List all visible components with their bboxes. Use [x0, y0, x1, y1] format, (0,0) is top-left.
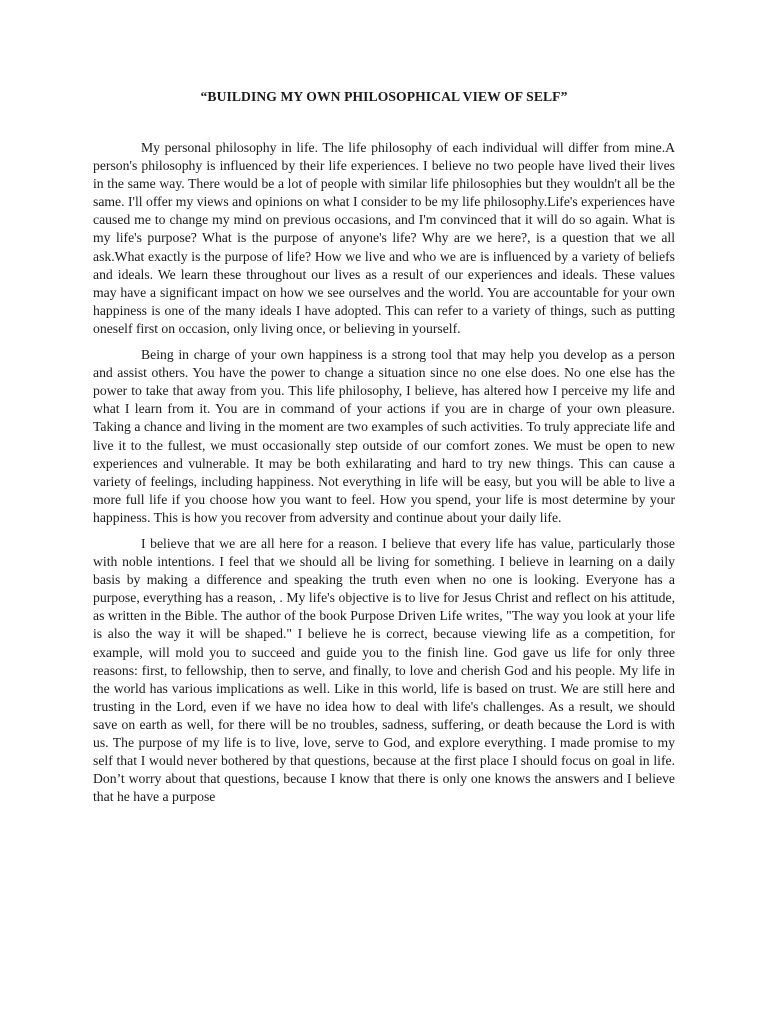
paragraph-1: My personal philosophy in life. The life philosophy of each individual will differ from mine.A person's philosophy is influenced by their life experiences. I believe no two people have lived their lives in the same way. There would be a lot of people with similar life philosophies but they wouldn't all be the same. I'll offer my views and opinions on what I consider to be my life philosophy.Life's experiences have caused me to change my mind on previous occasions, and I'm convinced that it will do so again. What is my life's purpose? What is the purpose of anyone's life? Why are we here?, is a question that we all ask.What exactly is the purpose of life? How we live and who we are is influenced by a variety of beliefs and ideals. We learn these throughout our lives as a result of our experiences and ideals. These values may have a significant impact on how we see ourselves and the world. You are accountable for your own happiness is one of the many ideals I have adopted. This can refer to a variety of things, such as putting oneself first on occasion, only living once, or believing in yourself. — [93, 140, 675, 336]
paragraph-2: Being in charge of your own happiness is a strong tool that may help you develop as a person and assist others. You have the power to change a situation since no one else does. No one else has the power to take that away from you. This life philosophy, I believe, has altered how I perceive my life and what I learn from it. You are in command of your actions if you are in charge of your own pleasure. Taking a chance and living in the moment are two examples of such activities. To truly appreciate life and live it to the fullest, we must occasionally step outside of our comfort zones. We must be open to new experiences and vulnerable. It may be both exhilarating and hard to try new things. This can cause a variety of feelings, including happiness. Not everything in life will be easy, but you will be able to live a more full life if you choose how you want to feel. How you spend, your life is most determine by your happiness. This is how you recover from adversity and continue about your daily life. — [93, 347, 675, 525]
document-title: “BUILDING MY OWN PHILOSOPHICAL VIEW OF SELF” — [200, 89, 568, 104]
paragraph-3: I believe that we are all here for a reason. I believe that every life has value, particularly those with noble intentions. I feel that we should all be living for something. I believe in learning on a daily basis by making a difference and speaking the truth even when no one is looking. Everyone has a purpose, everything has a reason, . My life's objective is to live for Jesus Christ and reflect on his attitude, as written in the Bible. The author of the book Purpose Driven Life writes, "The way you look at your life is also the way it will be shaped." I believe he is correct, because viewing life as a competition, for example, will mold you to succeed and guide you to the finish line. God gave us life for only three reasons: first, to fellowship, then to serve, and finally, to love and cherish God and his people. My life in the world has various implications as well. Like in this world, life is based on trust. We are still here and trusting in the Lord, even if we have no idea how to deal with life's challenges. As a result, we should save on earth as well, for there will be no troubles, sadness, suffering, or death because the Lord is with us. The purpose of my life is to live, love, serve to God, and explore everything. I made promise to my self that I would never bothered by that questions, because at the first place I should focus on goal in life. Don’t worry about that questions, because I know that there is only one knows the answers and I believe that he have a purpose — [93, 535, 675, 805]
document-page — [93, 0, 675, 814]
document-body — [93, 139, 675, 806]
